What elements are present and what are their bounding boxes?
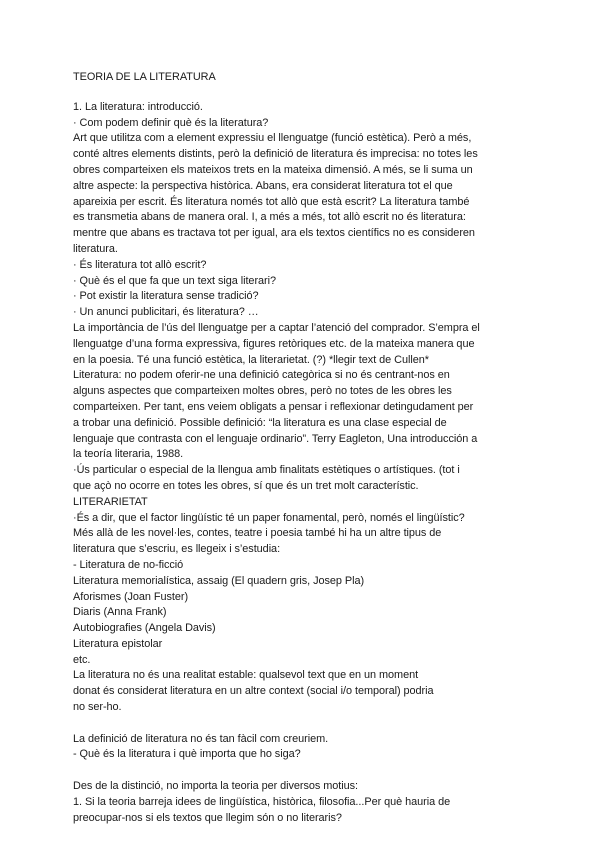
text-line: lenguaje que contrasta con el lenguaje ordinario”. Terry Eagleton, Una introducción a: [73, 432, 478, 445]
text-line: Art que utilitza com a element expressiu el llenguatge (funció estètica). Però a més,: [73, 132, 472, 145]
text-line: · És literatura tot allò escrit?: [73, 258, 207, 271]
text-line: no ser-ho.: [73, 701, 122, 714]
text-line: Autobiografies (Angela Davis): [73, 622, 216, 635]
text-line: etc.: [73, 653, 91, 666]
text-line: - Què és la literatura i què importa que ho siga?: [73, 748, 301, 761]
text-line: · Com podem definir què és la literatura?: [73, 116, 269, 129]
text-line: mentre que abans es tractava tot per igual, ara els textos científics no es consideren: [73, 227, 475, 240]
text-line: · Pot existir la literatura sense tradició?: [73, 290, 259, 303]
text-line: literatura.: [73, 242, 118, 255]
text-line: es transmetia abans de manera oral. I, a més a més, tot allò escrit no és literatura:: [73, 211, 466, 224]
text-line: · Què és el que fa que un text siga literari?: [73, 274, 276, 287]
text-block-2: [73, 732, 523, 764]
text-line: comparteixen. Per tant, ens veiem obligats a pensar i reflexionar detingudament per: [73, 400, 474, 413]
text-line: Aforismes (Joan Fuster): [73, 590, 189, 603]
text-line: Més allà de les novel·les, contes, teatre i poesia també hi ha un altre tipus de: [73, 527, 442, 540]
text-line: alguns aspectes que comparteixen moltes obres, però no totes de les obres les: [73, 385, 452, 398]
text-line: Literatura epistolar: [73, 637, 163, 650]
text-block-1: [73, 100, 523, 716]
text-line: conté altres elements distints, però la definició de literatura és imprecisa: no totes les: [73, 148, 478, 161]
text-line: en la poesia. Té una funció estètica, la literarietat. (?) *llegir text de Cullen*: [73, 353, 429, 366]
document-title: TEORIA DE LA LITERATURA: [73, 71, 216, 83]
text-line: 1. La literatura: introducció.: [73, 100, 203, 113]
text-line: la teoría literaria, 1988.: [73, 448, 184, 461]
text-line: Des de la distinció, no importa la teoria per diversos motius:: [73, 780, 359, 793]
text-block-3: [73, 779, 523, 826]
text-line: que açò no ocorre en totes les obres, sí que és un tret molt característic.: [73, 479, 419, 492]
text-line: preocupar-nos si els textos que llegim són o no literaris?: [73, 811, 342, 824]
text-line: · Un anunci publicitari, és literatura? …: [73, 306, 259, 319]
paragraph-gap: [73, 716, 523, 732]
text-line: Literatura: no podem oferir-ne una definició categòrica si no és centrant-nos en: [73, 369, 450, 382]
text-line: apareixia per escrit. És literatura només tot allò que està escrit? La literatura també: [73, 195, 470, 208]
text-line: La importància de l’ús del llenguatge per a captar l’atenció del comprador. S’empra el: [73, 321, 480, 334]
text-line: a trobar una definició. Possible definició: “la literatura es una clase especial de: [73, 416, 447, 429]
document-body: [73, 70, 523, 826]
text-line: 1. Si la teoria barreja idees de lingüística, històrica, filosofia...Per què hauria de: [73, 795, 451, 808]
text-line: ·Ús particular o especial de la llengua amb finalitats estètiques o artístiques. (tot i: [73, 464, 460, 477]
text-line: LITERARIETAT: [73, 495, 148, 508]
text-line: llenguatge d’una forma expressiva, figures retòriques etc. de la mateixa manera que: [73, 337, 475, 350]
text-line: altre aspecte: la perspectiva històrica. Abans, era considerat literatura tot el que: [73, 179, 453, 192]
text-line: donat és considerat literatura en un altre context (social i/o temporal) podria: [73, 685, 434, 698]
text-line: La literatura no és una realitat estable: qualsevol text que en un moment: [73, 669, 419, 682]
text-line: obres comparteixen els mateixos trets en la mateixa dimensió. A més, se li suma un: [73, 163, 473, 176]
text-line: Literatura memorialística, assaig (El quadern gris, Josep Pla): [73, 574, 365, 587]
text-line: literatura que s’escriu, es llegeix i s’estudia:: [73, 543, 281, 556]
paragraph-gap: [73, 763, 523, 779]
text-line: - Literatura de no-ficció: [73, 558, 184, 571]
text-line: La definició de literatura no és tan fàcil com creuriem.: [73, 732, 329, 745]
text-line: Diaris (Anna Frank): [73, 606, 167, 619]
text-line: ·És a dir, que el factor lingüístic té un paper fonamental, però, només el lingüístic?: [73, 511, 465, 524]
